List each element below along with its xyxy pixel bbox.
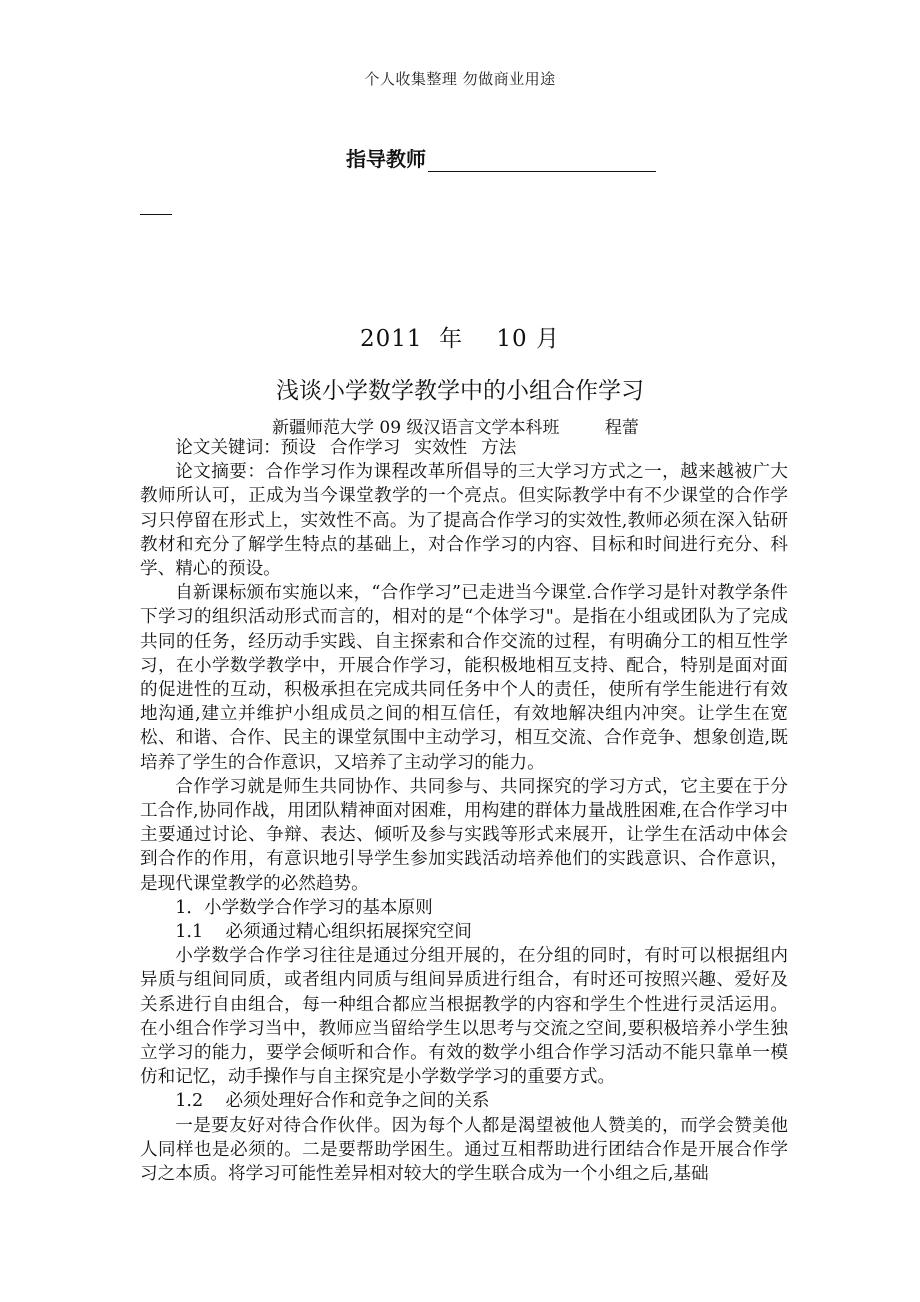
body-paragraph: 自新课标颁布实施以来，“合作学习”已走进当今课堂.合作学习是针对教学条件下学习的组织活动形式而言的，相对的是“个体学习"。是指在小组或团队为了完成共同的任务，经历动手实践、自主探索和合作交流的过程，有明确分工的相互性学习，在小学数学教学中，开展合作学习，能积极地相互支持、配合，特别是面对面的促进性的互动，积极承担在完成共同任务中个人的责任，使所有学生能进行有效地沟通,建立并维护小组成员之间的相互信任，有效地解决组内冲突。让学生在宽松、和谐、合作、民主的课堂氛围中主动学习，相互交流、合作竞争、想象创造,既培养了学生的合作意识，又培养了主动学习的能力。 bbox=[140, 583, 788, 773]
keyword: 预设 bbox=[280, 438, 316, 458]
section-heading: 1．小学数学合作学习的基本原则 bbox=[175, 897, 433, 918]
paper-title: 浅谈小学数学教学中的小组合作学习 bbox=[276, 378, 644, 404]
subsection-heading: 1.1 必须通过精心组织拓展探究空间 bbox=[175, 922, 472, 943]
abstract-paragraph: 论文摘要：合作学习作为课程改革所倡导的三大学习方式之一，越来越被广大教师所认可，正成为当今课堂教学的一个亮点。但实际教学中有不少课堂的合作学习只停留在形式上，实效性不高。为了提高合作学习的实效性,教师必须在深入钻研教材和充分了解学生特点的基础上，对合作学习的内容、目标和时间进行充分、科学、精心的预设。 bbox=[140, 462, 788, 580]
keyword: 方法 bbox=[481, 438, 517, 458]
author-name: 程蕾 bbox=[604, 418, 639, 438]
continuation-underline bbox=[140, 214, 172, 215]
author-line bbox=[272, 413, 639, 438]
advisor-underline bbox=[428, 149, 656, 172]
date: 2011 年 10 月 bbox=[360, 326, 560, 352]
author-affiliation: 新疆师范大学 09 级汉语言文学本科班 bbox=[272, 418, 560, 438]
page-header: 个人收集整理 勿做商业用途 bbox=[364, 70, 556, 88]
advisor-label: 指导教师 bbox=[346, 147, 426, 171]
keywords-label: 论文关键词： bbox=[175, 438, 281, 458]
keywords-line bbox=[140, 436, 788, 460]
subsection-heading: 1.2 必须处理好合作和竞争之间的关系 bbox=[175, 1091, 490, 1112]
body-text bbox=[140, 436, 788, 1186]
advisor-field bbox=[346, 143, 656, 172]
keyword: 实效性 bbox=[414, 438, 468, 458]
body-paragraph: 合作学习就是师生共同协作、共同参与、共同探究的学习方式，它主要在于分工合作,协同作战，用团队精神面对困难，用构建的群体力量战胜困难,在合作学习中主要通过讨论、争辩、表达、倾听及参与实践等形式来展开，让学生在活动中体会到合作的作用，有意识地引导学生参加实践活动培养他们的实践意识、合作意识，是现代课堂教学的必然趋势。 bbox=[140, 776, 788, 894]
body-paragraph: 小学数学合作学习往往是通过分组开展的，在分组的同时，有时可以根据组内异质与组间同质，或者组内同质与组间异质进行组合，有时还可按照兴趣、爱好及关系进行自由组合，每一种组合都应当根据教学的内容和学生个性进行灵活运用。在小组合作学习当中，教师应当留给学生以思考与交流之空间,要积极培养小学生独立学习的能力，要学会倾听和合作。有效的数学小组合作学习活动不能只靠单一模仿和记忆，动手操作与自主探究是小学数学学习的重要方式。 bbox=[140, 946, 788, 1088]
keyword: 合作学习 bbox=[329, 438, 401, 458]
body-paragraph: 一是要友好对待合作伙伴。因为每个人都是渴望被他人赞美的，而学会赞美他人同样也是必须的。二是要帮助学困生。通过互相帮助进行团结合作是开展合作学习之本质。将学习可能性差异相对较大的学生联合成为一个小组之后,基础 bbox=[140, 1115, 788, 1185]
